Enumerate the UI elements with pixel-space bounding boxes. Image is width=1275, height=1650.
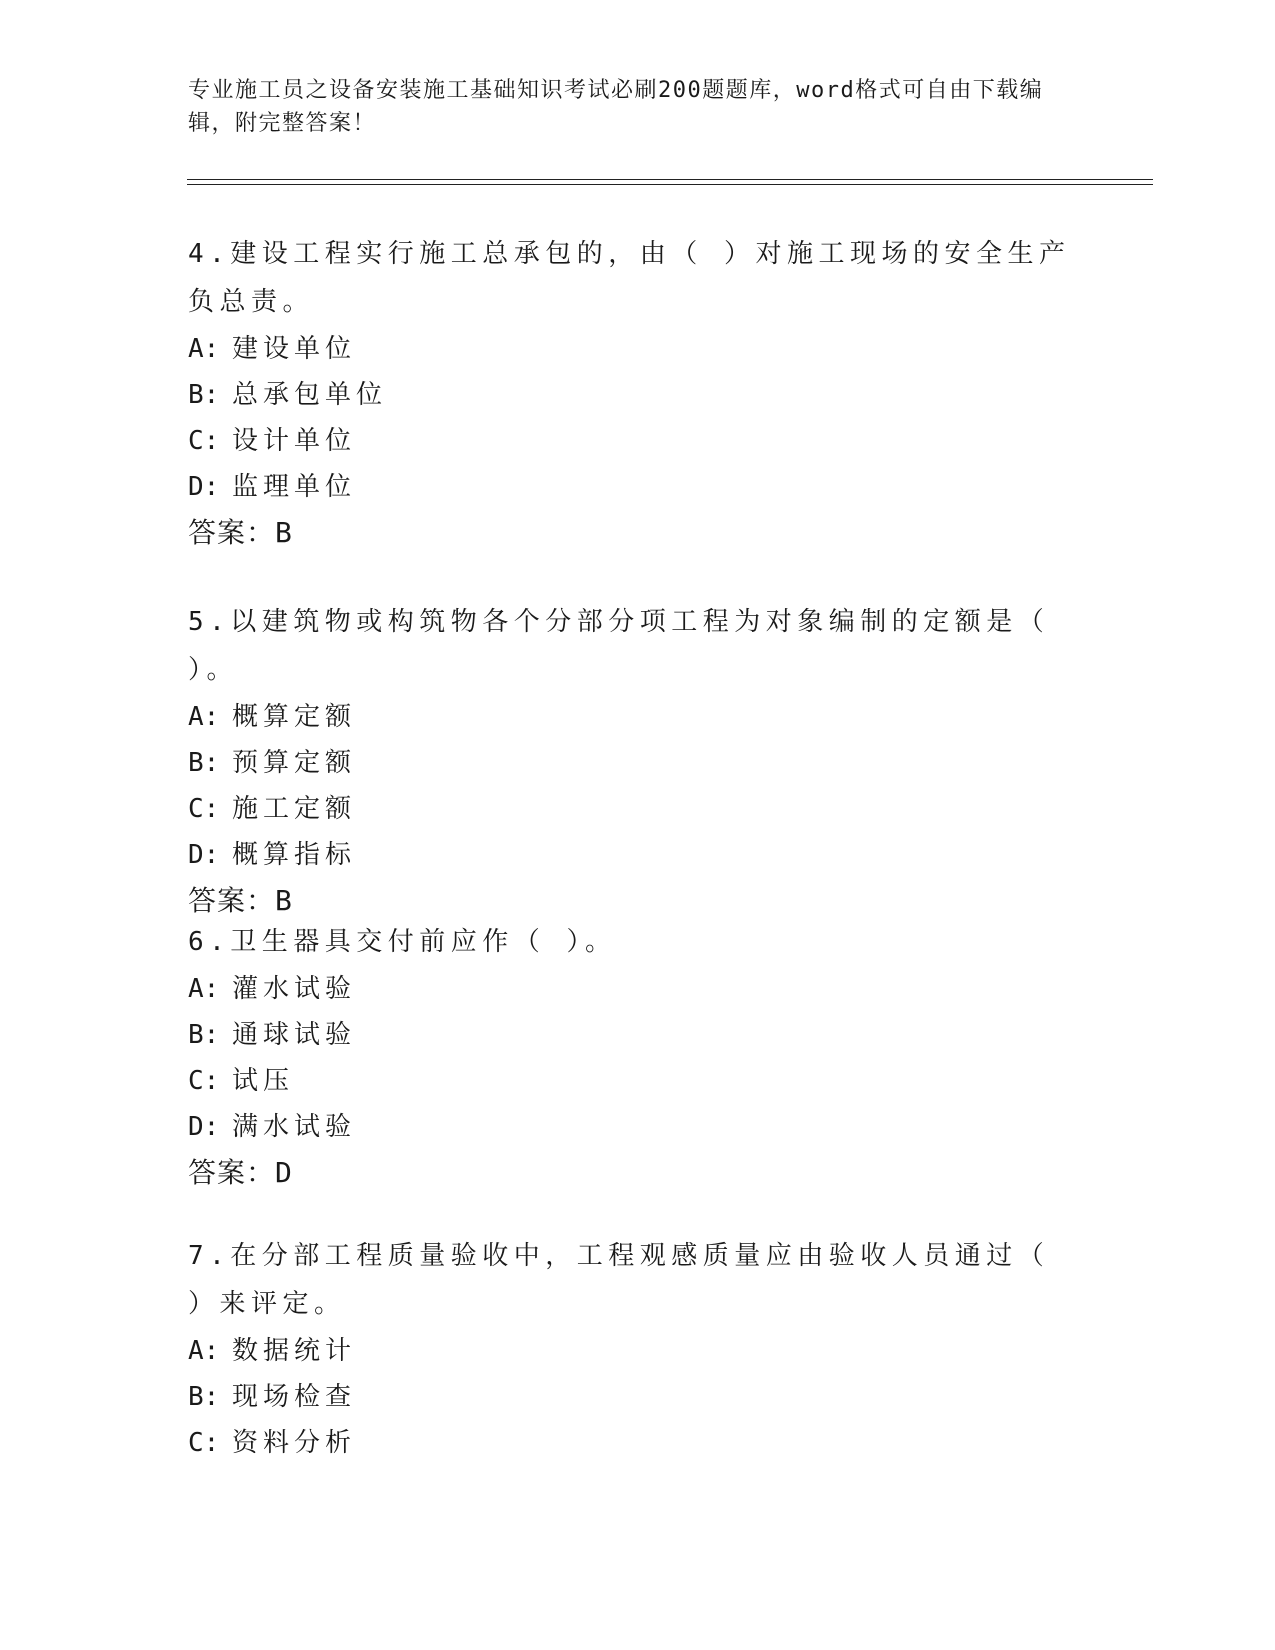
question-5 [188, 598, 1088, 924]
option-d [188, 1104, 1088, 1150]
question-stem: 6.卫生器具交付前应作（ ）。 [188, 927, 617, 957]
option-key: C: [188, 794, 220, 824]
option-c [188, 1420, 1088, 1466]
question-stem: 4.建设工程实行施工总承包的，由（ ）对施工现场的安全生产负总责。 [188, 239, 1071, 317]
option-text: 试压 [232, 1066, 295, 1096]
option-text: 灌水试验 [232, 974, 357, 1004]
option-b [188, 372, 1088, 418]
answer-label: 答案：B [188, 884, 293, 917]
question-stem: 5.以建筑物或构筑物各个分部分项工程为对象编制的定额是（ ）。 [188, 607, 1050, 685]
header-rule-bottom [187, 184, 1153, 185]
option-c [188, 1058, 1088, 1104]
option-key: B: [188, 1020, 220, 1050]
option-key: C: [188, 1066, 220, 1096]
option-d [188, 832, 1088, 878]
question-4 [188, 230, 1088, 556]
option-key: A: [188, 974, 220, 1004]
option-c [188, 418, 1088, 464]
question-6 [188, 918, 1088, 1196]
option-key: D: [188, 1112, 220, 1142]
option-b [188, 1012, 1088, 1058]
question-stem: 7.在分部工程质量验收中，工程观感质量应由验收人员通过（ ）来评定。 [188, 1241, 1050, 1319]
option-key: A: [188, 1336, 220, 1366]
answer-label: 答案：B [188, 516, 293, 549]
option-text: 预算定额 [232, 748, 357, 778]
option-a [188, 1328, 1088, 1374]
option-d [188, 464, 1088, 510]
question-7 [188, 1232, 1088, 1466]
option-key: B: [188, 1382, 220, 1412]
option-a [188, 966, 1088, 1012]
option-text: 数据统计 [232, 1336, 357, 1366]
option-c [188, 786, 1088, 832]
option-a [188, 694, 1088, 740]
option-text: 资料分析 [232, 1428, 357, 1458]
option-key: A: [188, 334, 220, 364]
option-text: 概算指标 [232, 840, 357, 870]
option-text: 总承包单位 [232, 380, 388, 410]
option-b [188, 740, 1088, 786]
option-key: B: [188, 380, 220, 410]
header-rule-top [187, 179, 1153, 180]
option-key: D: [188, 472, 220, 502]
option-text: 通球试验 [232, 1020, 357, 1050]
document-header: 专业施工员之设备安装施工基础知识考试必刷200题题库，word格式可自由下载编辑，附完整答案！ [188, 78, 1044, 136]
option-text: 概算定额 [232, 702, 357, 732]
option-text: 监理单位 [232, 472, 357, 502]
option-text: 施工定额 [232, 794, 357, 824]
option-a [188, 326, 1088, 372]
option-text: 满水试验 [232, 1112, 357, 1142]
option-b [188, 1374, 1088, 1420]
option-text: 建设单位 [232, 334, 357, 364]
option-key: C: [188, 426, 220, 456]
option-key: D: [188, 840, 220, 870]
option-key: B: [188, 748, 220, 778]
option-text: 现场检查 [232, 1382, 357, 1412]
answer-label: 答案：D [188, 1156, 293, 1189]
option-text: 设计单位 [232, 426, 357, 456]
option-key: C: [188, 1428, 220, 1458]
option-key: A: [188, 702, 220, 732]
